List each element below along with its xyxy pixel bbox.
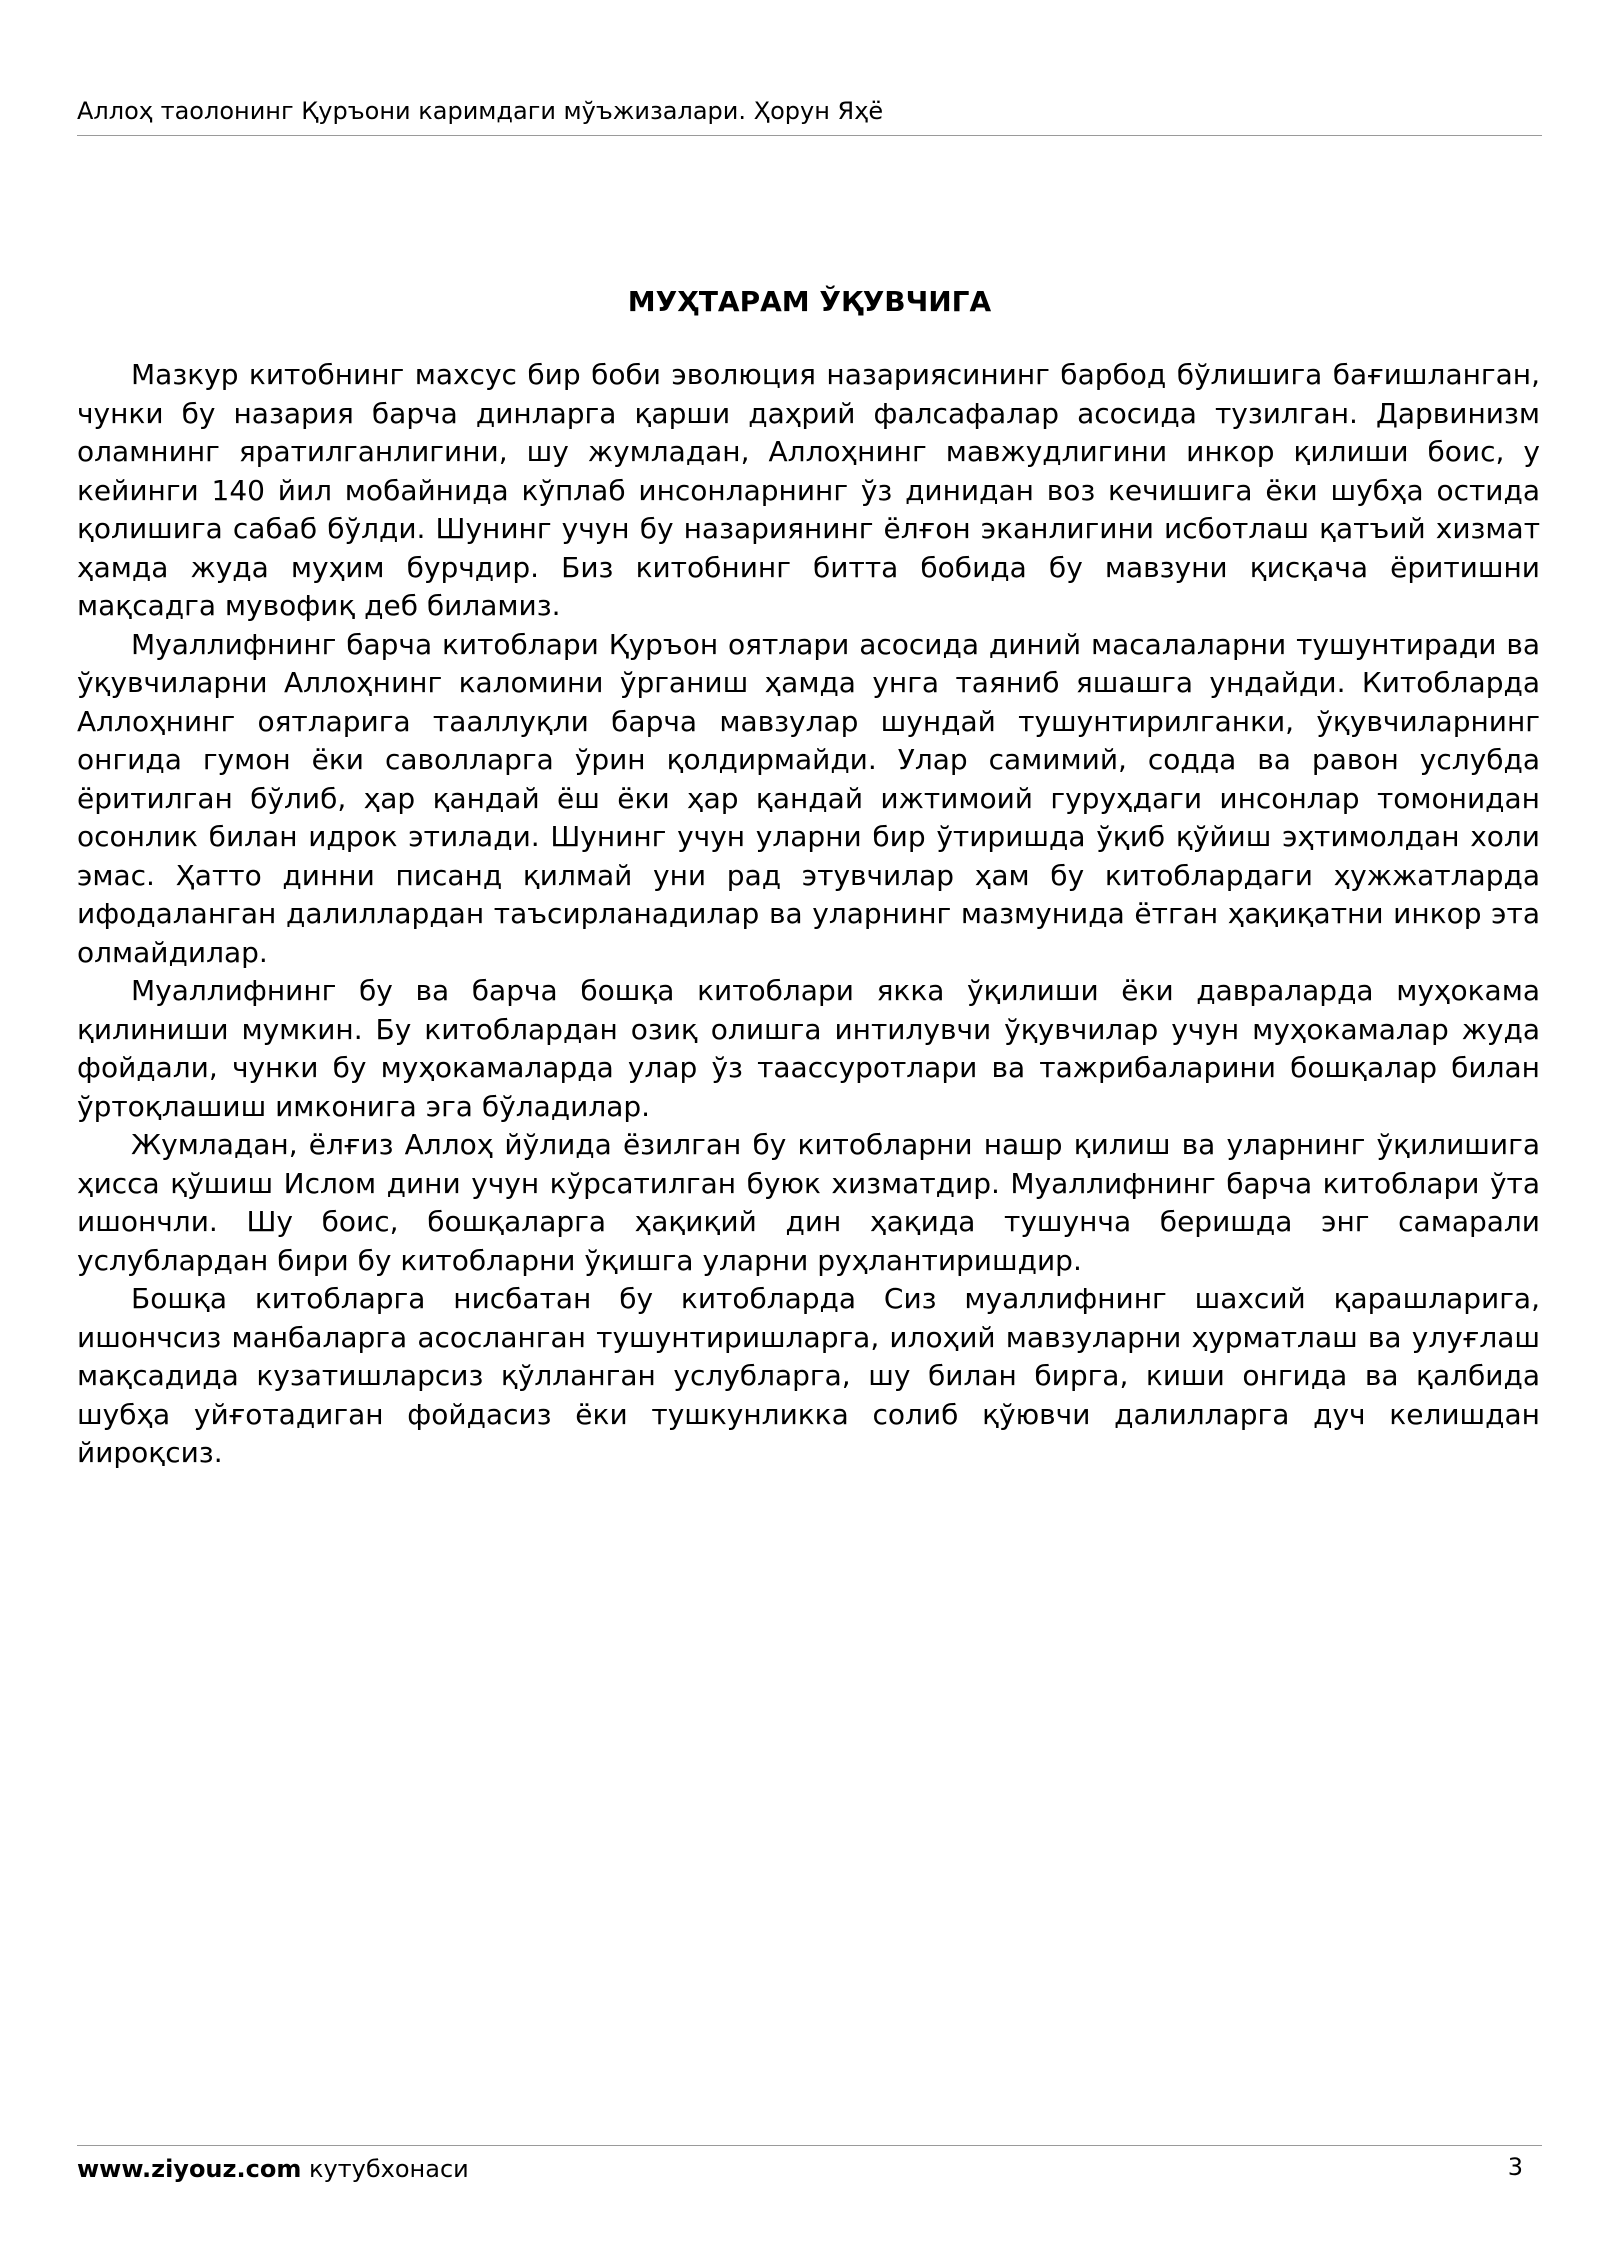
footer-site-link[interactable]: www.ziyouz.com xyxy=(77,2155,302,2183)
page-title: МУҲТАРАМ ЎҚУВЧИГА xyxy=(627,285,992,318)
paragraph-5: Бошқа китобларга нисбатан бу китобларда Сиз муаллифнинг шахсий қарашларига, ишончсиз манбаларга асосланган тушунтиришларга, илоҳий мавзуларни ҳурматлаш ва улуғлаш мақсадида кузатишларсиз қўлланган услубларга, шу билан бирга, киши онгида ва қалбида шубҳа уйғотадиган фойдасиз ёки тушкунликка солиб қўювчи далилларга дуч келишдан йироқсиз. xyxy=(77,1282,1540,1469)
footer-credit xyxy=(77,2154,469,2184)
paragraph-4: Жумладан, ёлғиз Аллоҳ йўлида ёзилган бу китобларни нашр қилиш ва уларнинг ўқилишига ҳисса қўшиш Ислом дини учун кўрсатилган буюк хизматдир. Муаллифнинг барча китоблари ўта ишончли. Шу боис, бошқаларга ҳақиқий дин ҳақида тушунча беришда энг самарали услублардан бири бу китобларни ўқишга уларни руҳлантиришдир. xyxy=(77,1128,1540,1277)
page-number: 3 xyxy=(1507,2153,1523,2181)
running-header: Аллоҳ таолонинг Қуръони каримдаги мўъжизалари. Ҳорун Яҳё xyxy=(77,97,884,125)
footer-divider xyxy=(77,2145,1542,2146)
paragraph-2: Муаллифнинг барча китоблари Қуръон оятлари асосида диний масалаларни тушунтиради ва ўқувчиларни Аллоҳнинг каломини ўрганиш ҳамда унга таяниб яшашга ундайди. Китобларда Аллоҳнинг оятларига тааллуқли барча мавзулар шундай тушунтирилганки, ўқувчиларнинг онгида гумон ёки саволларга ўрин қолдирмайди. Улар самимий, содда ва равон услубда ёритилган бўлиб, ҳар қандай ёш ёки ҳар қандай ижтимоий гуруҳдаги инсонлар томонидан осонлик билан идрок этилади. Шунинг учун уларни бир ўтиришда ўқиб қўйиш эҳтимолдан холи эмас. Ҳатто динни писанд қилмай уни рад этувчилар ҳам бу китоблардаги ҳужжатларда ифодаланган далиллардан таъсирланадилар ва уларнинг мазмунида ётган ҳақиқатни инкор эта олмайдилар. xyxy=(77,627,1540,969)
paragraph-3: Муаллифнинг бу ва барча бошқа китоблари якка ўқилиши ёки давраларда муҳокама қилиниши мумкин. Бу китоблардан озиқ олишга интилувчи ўқувчилар учун муҳокамалар жуда фойдали, чунки бу муҳокамаларда улар ўз таассуротлари ва тажрибаларини бошқалар билан ўртоқлашиш имконига эга бўладилар. xyxy=(77,974,1540,1123)
body-text xyxy=(77,356,1540,1473)
header-divider xyxy=(77,135,1542,136)
paragraph-1: Мазкур китобнинг махсус бир боби эволюция назариясининг барбод бўлишига бағишланган, чунки бу назария барча динларга қарши даҳрий фалсафалар асосида тузилган. Дарвинизм оламнинг яратилганлигини, шу жумладан, Аллоҳнинг мавжудлигини инкор қилиши боис, у кейинги 140 йил мобайнида кўплаб инсонларнинг ўз динидан воз кечишига ёки шубҳа остида қолишига сабаб бўлди. Шунинг учун бу назариянинг ёлғон эканлигини исботлаш қатъий хизмат ҳамда жуда муҳим бурчдир. Биз китобнинг битта бобида бу мавзуни қисқача ёритишни мақсадга мувофиқ деб биламиз. xyxy=(77,358,1540,622)
footer-library-label: кутубхонаси xyxy=(308,2155,469,2183)
